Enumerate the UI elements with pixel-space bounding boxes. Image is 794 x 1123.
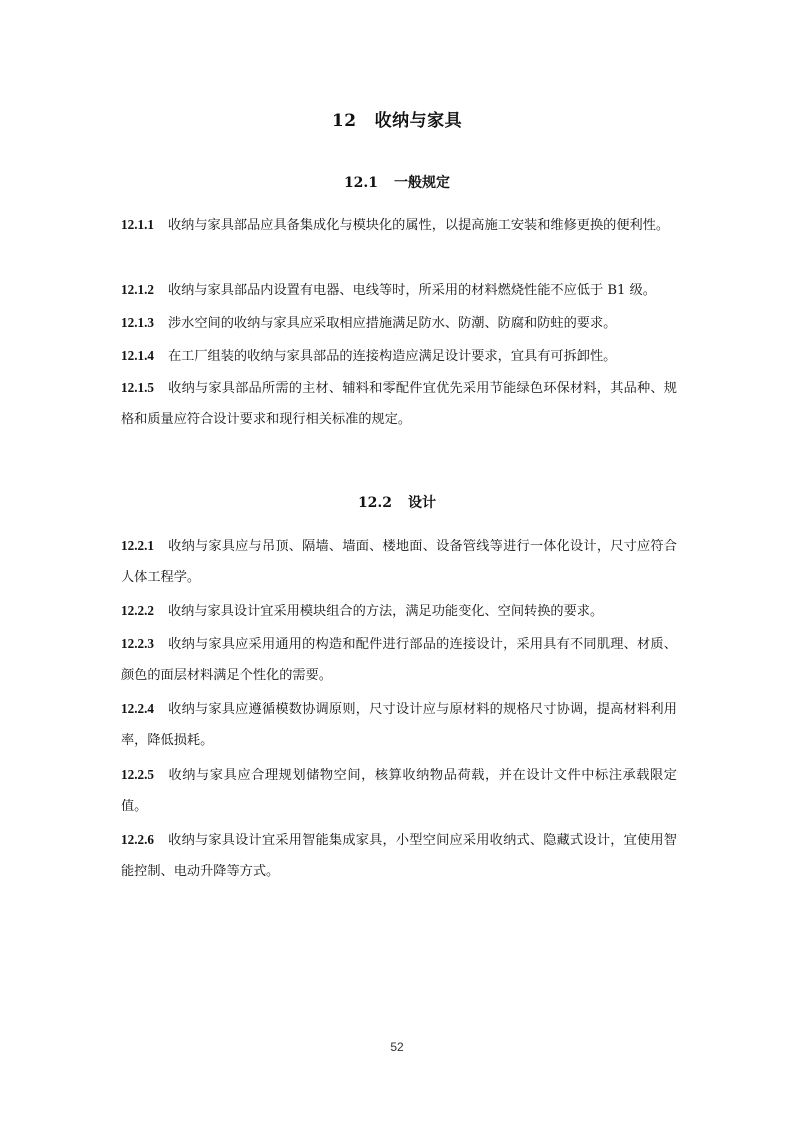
clause-text: 收纳与家具部品所需的主材、辅料和零配件宜优先采用节能绿色环保材料，其品种、规格和质量应符合设计要求和现行相关标准的规定。 — [121, 381, 677, 427]
clause-12-2-2 — [121, 595, 677, 627]
clause-12-2-4 — [121, 693, 677, 756]
clause-text: 涉水空间的收纳与家具应采取相应措施满足防水、防潮、防腐和防蛀的要求。 — [167, 316, 617, 331]
clause-number: 12.1.5 — [121, 380, 154, 395]
section-number: 12.2 — [357, 495, 393, 511]
clause-12-1-1 — [121, 209, 677, 241]
section-number: 12.1 — [343, 175, 379, 191]
clause-12-2-6 — [121, 824, 677, 887]
clause-number: 12.1.4 — [121, 348, 154, 363]
page-number: 52 — [390, 1040, 404, 1054]
clause-number: 12.2.5 — [121, 767, 154, 782]
clause-number: 12.2.2 — [121, 603, 154, 618]
clause-text: 收纳与家具应遵循模数协调原则，尺寸设计应与原材料的规格尺寸协调，提高材料利用率，降低损耗。 — [121, 702, 677, 748]
clause-12-1-3 — [121, 307, 677, 339]
clause-text: 收纳与家具部品应具备集成化与模块化的属性，以提高施工安装和维修更换的便利性。 — [167, 218, 670, 233]
section-title-text: 一般规定 — [394, 175, 451, 191]
clause-number: 12.2.6 — [121, 832, 154, 847]
clause-12-1-5 — [121, 372, 677, 435]
clause-12-1-2 — [121, 274, 677, 306]
clause-text: 收纳与家具应采用通用的构造和配件进行部品的连接设计，采用具有不同肌理、材质、颜色的面层材料满足个性化的需要。 — [121, 637, 677, 683]
clause-12-2-5 — [121, 759, 677, 822]
clause-number: 12.1.2 — [121, 282, 154, 297]
clause-text: 收纳与家具设计宜采用智能集成家具，小型空间应采用收纳式、隐藏式设计，宜使用智能控制、电动升降等方式。 — [121, 833, 677, 879]
clause-number: 12.1.1 — [121, 217, 154, 232]
clause-text: 收纳与家具应与吊顶、隔墙、墙面、楼地面、设备管线等进行一体化设计，尺寸应符合人体工程学。 — [121, 539, 677, 585]
chapter-title — [0, 106, 794, 131]
clause-text: 收纳与家具部品内设置有电器、电线等时，所采用的材料燃烧性能不应低于 B1 级。 — [167, 283, 656, 298]
clause-text: 收纳与家具应合理规划储物空间，核算收纳物品荷载，并在设计文件中标注承载限定值。 — [121, 768, 677, 814]
clause-12-1-4 — [121, 340, 677, 372]
clause-number: 12.2.3 — [121, 636, 154, 651]
section-title-12-2 — [0, 492, 794, 512]
chapter-number: 12 — [331, 111, 357, 131]
chapter-title-text: 收纳与家具 — [374, 111, 463, 131]
clause-number: 12.2.4 — [121, 701, 154, 716]
clause-text: 在工厂组装的收纳与家具部品的连接构造应满足设计要求，宜具有可拆卸性。 — [167, 349, 617, 364]
clause-12-2-1 — [121, 530, 677, 593]
clause-12-2-3 — [121, 628, 677, 691]
section-title-text: 设计 — [408, 495, 437, 511]
section-title-12-1 — [0, 172, 794, 192]
clause-text: 收纳与家具设计宜采用模块组合的方法，满足功能变化、空间转换的要求。 — [167, 604, 604, 619]
clause-number: 12.1.3 — [121, 315, 154, 330]
clause-number: 12.2.1 — [121, 538, 154, 553]
